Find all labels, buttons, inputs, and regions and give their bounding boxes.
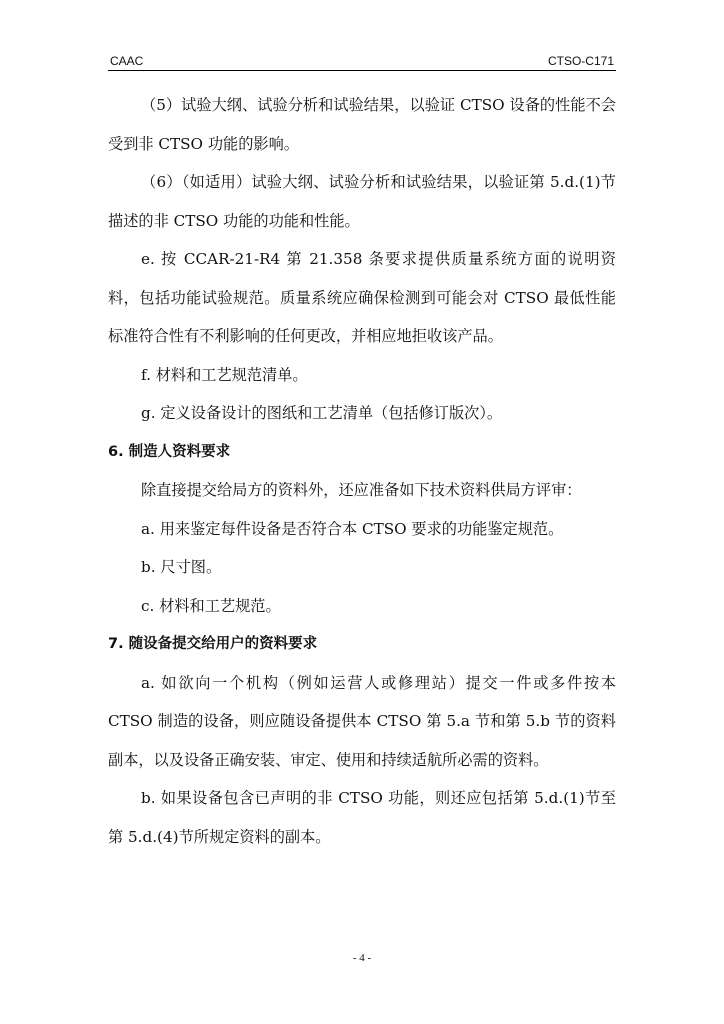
section-heading-6: 6. 制造人资料要求 [108, 443, 231, 460]
document-body [108, 86, 616, 856]
paragraph-item-6: （6）（如适用）试验大纲、试验分析和试验结果，以验证第 5.d.(1)节描述的非 CTSO 功能的功能和性能。 [108, 173, 616, 230]
paragraph-section-6-a: a. 用来鉴定每件设备是否符合本 CTSO 要求的功能鉴定规范。 [141, 519, 564, 538]
paragraph-section-6-b: b. 尺寸图。 [141, 558, 222, 576]
paragraph-item-e: e. 按 CCAR-21-R4 第 21.358 条要求提供质量系统方面的说明资料，包括功能试验规范。质量系统应确保检测到可能会对 CTSO 最低性能标准符合性有不利影响的任何更改，并相应地拒收该产品。 [108, 250, 616, 345]
paragraph-section-6-c: c. 材料和工艺规范。 [141, 596, 281, 615]
page-header [108, 54, 616, 71]
paragraph-item-f: f. 材料和工艺规范清单。 [141, 365, 308, 384]
paragraph-section-7-b: b. 如果设备包含已声明的非 CTSO 功能，则还应包括第 5.d.(1)节至第 5.d.(4)节所规定资料的副本。 [108, 789, 616, 846]
paragraph-section-7-a: a. 如欲向一个机构（例如运营人或修理站）提交一件或多件按本 CTSO 制造的设备，则应随设备提供本 CTSO 第 5.a 节和第 5.b 节的资料副本，以及设备正确安装、审定、使用和持续适航所必需的资料。 [108, 673, 616, 769]
paragraph-item-5: （5）试验大纲、试验分析和试验结果，以验证 CTSO 设备的性能不会受到非 CTSO 功能的影响。 [108, 96, 616, 153]
header-org: CAAC [110, 54, 144, 68]
paragraph-section-6-intro: 除直接提交给局方的资料外，还应准备如下技术资料供局方评审： [141, 481, 582, 499]
header-doc-id: CTSO-C171 [547, 54, 614, 68]
section-heading-7: 7. 随设备提交给用户的资料要求 [108, 636, 318, 652]
paragraph-item-g: g. 定义设备设计的图纸和工艺清单（包括修订版次）。 [141, 404, 503, 422]
page-number: - 4 - [352, 952, 372, 964]
